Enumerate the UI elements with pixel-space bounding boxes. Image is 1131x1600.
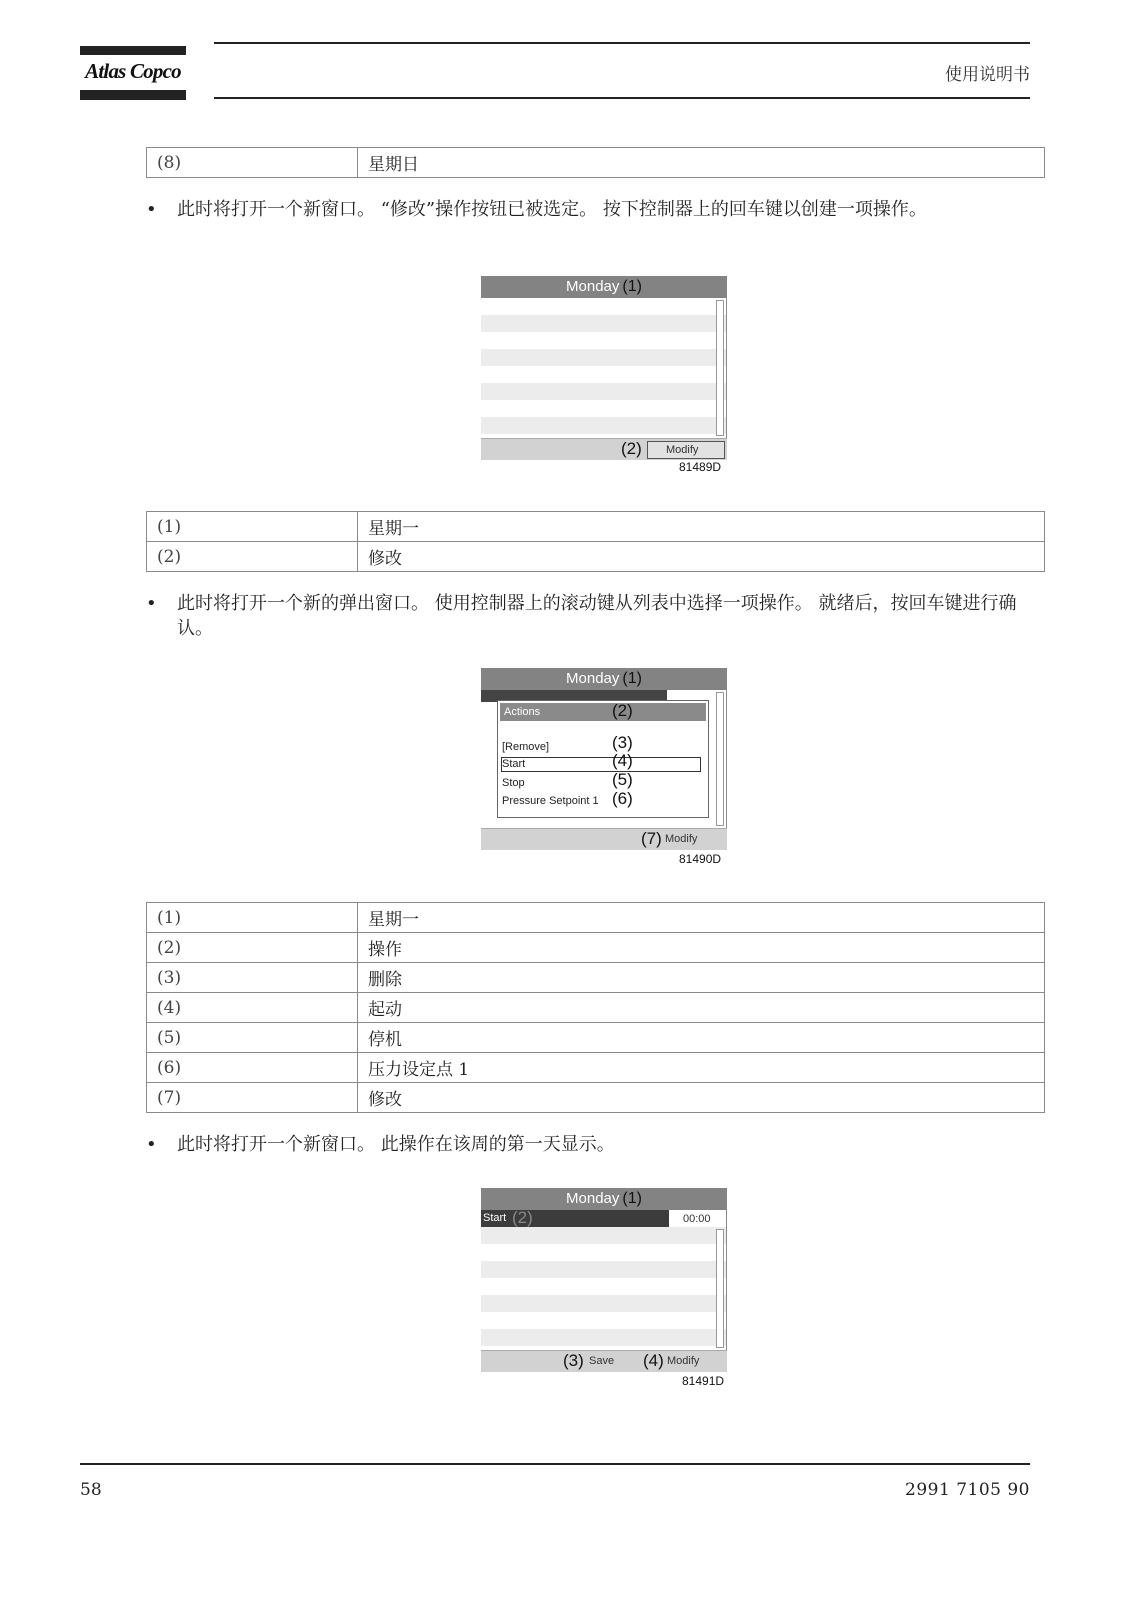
header-rule-bottom	[214, 97, 1030, 99]
list-row	[481, 1278, 726, 1295]
action-time: 00:00	[683, 1213, 711, 1225]
callout-4: (4)	[643, 1351, 664, 1370]
legend-number: (7)	[147, 1083, 358, 1113]
table-row	[147, 1023, 1045, 1053]
table-row	[147, 903, 1045, 933]
list-row	[481, 298, 726, 315]
scrollbar[interactable]	[716, 692, 724, 826]
callout-1: (1)	[622, 1190, 642, 1207]
atlas-copco-logo	[80, 46, 186, 100]
callout-3: (3)	[612, 733, 633, 752]
table-row	[147, 148, 1045, 178]
popup-title: Actions	[500, 703, 706, 721]
bullet-dot: •	[146, 199, 157, 220]
screen-title-bar	[481, 276, 727, 298]
callout-6: (6)	[612, 789, 633, 808]
list-row	[481, 349, 726, 366]
bullet-text: 此时将打开一个新窗口。 “修改”操作按钮已被选定。 按下控制器上的回车键以创建一项操作。	[177, 199, 927, 220]
callout-2: (2)	[621, 439, 642, 458]
action-label: Start	[483, 1212, 507, 1224]
list-row	[481, 1227, 726, 1244]
legend-number: (8)	[147, 148, 358, 178]
action-item-stop[interactable]: Stop	[502, 777, 525, 789]
save-button[interactable]: Save	[589, 1355, 615, 1367]
modify-button[interactable]: Modify	[665, 833, 698, 845]
legend-description: 星期日	[358, 148, 1045, 178]
callout-4: (4)	[612, 751, 633, 770]
screen-list-area	[481, 1210, 727, 1350]
list-row	[481, 1329, 726, 1346]
legend-description: 操作	[358, 933, 1045, 963]
list-row	[481, 332, 726, 349]
bullet-dot: •	[146, 593, 157, 614]
action-row-start[interactable]	[481, 1210, 726, 1227]
legend-number: (2)	[147, 542, 358, 572]
screen-title-bar	[481, 1188, 727, 1210]
scrollbar[interactable]	[716, 300, 724, 436]
screen-title: Monday	[566, 670, 620, 687]
document-code: 2991 7105 90	[905, 1480, 1030, 1500]
legend-number: (1)	[147, 512, 358, 542]
table-row	[147, 1083, 1045, 1113]
callout-5: (5)	[612, 770, 633, 789]
controller-screen-81491d	[481, 1188, 727, 1388]
manual-title: 使用说明书	[945, 65, 1030, 85]
figure-code: 81490D	[679, 852, 722, 866]
selection-frame	[501, 757, 701, 772]
callout-1: (1)	[622, 670, 642, 687]
screen-list-area	[481, 690, 727, 828]
action-item-pressure-setpoint[interactable]: Pressure Setpoint 1	[502, 795, 599, 807]
legend-description: 起动	[358, 993, 1045, 1023]
logo-bar-bottom	[80, 90, 186, 100]
legend-number: (1)	[147, 903, 358, 933]
list-row	[481, 1261, 726, 1278]
footer-rule	[80, 1463, 1030, 1465]
screen-footer-bar	[481, 438, 727, 460]
list-row	[481, 1244, 726, 1261]
scrollbar[interactable]	[716, 1229, 724, 1348]
screen-footer-bar	[481, 828, 727, 850]
controller-screen-81489d	[481, 276, 727, 474]
list-row	[481, 1312, 726, 1329]
modify-button[interactable]: Modify	[667, 1355, 700, 1367]
legend-description: 星期一	[358, 512, 1045, 542]
callout-1: (1)	[622, 278, 642, 295]
table-row	[147, 1053, 1045, 1083]
legend-description: 星期一	[358, 903, 1045, 933]
selected-row-highlight	[481, 1210, 669, 1227]
controller-screen-81490d	[481, 668, 727, 866]
figure-code: 81489D	[679, 460, 722, 474]
table-row	[147, 933, 1045, 963]
callout-7: (7)	[641, 829, 662, 848]
bullet-text: 此时将打开一个新窗口。 此操作在该周的第一天显示。	[177, 1134, 615, 1155]
logo-bar-top	[80, 46, 186, 55]
list-row	[481, 383, 726, 400]
callout-3: (3)	[563, 1351, 584, 1370]
page-number: 58	[80, 1480, 102, 1500]
screen-title: Monday	[566, 278, 620, 295]
legend-description: 删除	[358, 963, 1045, 993]
legend-number: (6)	[147, 1053, 358, 1083]
screen-title: Monday	[566, 1190, 620, 1207]
table-row	[147, 993, 1045, 1023]
legend-description: 修改	[358, 1083, 1045, 1113]
legend-number: (3)	[147, 963, 358, 993]
legend-description: 修改	[358, 542, 1045, 572]
bullet-paragraph-3	[146, 1132, 1036, 1157]
logo-wordmark: Atlas Copco	[85, 59, 181, 83]
legend-description: 停机	[358, 1023, 1045, 1053]
action-item-remove[interactable]: [Remove]	[502, 741, 550, 753]
legend-table-3	[146, 902, 1045, 1113]
legend-table-2	[146, 511, 1045, 572]
list-row	[481, 417, 726, 434]
legend-number: (4)	[147, 993, 358, 1023]
legend-number: (5)	[147, 1023, 358, 1053]
header-rule-top	[214, 42, 1030, 44]
table-row	[147, 542, 1045, 572]
bullet-dot: •	[146, 1134, 157, 1155]
screen-list-area	[481, 298, 727, 438]
table-row	[147, 963, 1045, 993]
bullet-paragraph-2	[146, 591, 1036, 641]
legend-description: 压力设定点 1	[358, 1053, 1045, 1083]
callout-2: (2)	[512, 1208, 533, 1227]
modify-button[interactable]: Modify	[647, 441, 725, 459]
bullet-paragraph-1	[146, 197, 1036, 222]
bullet-text: 此时将打开一个新的弹出窗口。 使用控制器上的滚动键从列表中选择一项操作。 就绪后，按回车键进行确认。	[177, 593, 1017, 639]
callout-2: (2)	[612, 701, 633, 720]
legend-number: (2)	[147, 933, 358, 963]
figure-code: 81491D	[682, 1374, 725, 1388]
table-row	[147, 512, 1045, 542]
list-row	[481, 400, 726, 417]
legend-table-1	[146, 147, 1045, 178]
list-row	[481, 1295, 726, 1312]
screen-title-bar	[481, 668, 727, 690]
actions-popup	[497, 700, 709, 818]
screen-footer-bar	[481, 1350, 727, 1372]
list-row	[481, 366, 726, 383]
list-row	[481, 315, 726, 332]
action-item-start[interactable]: Start	[502, 758, 526, 770]
